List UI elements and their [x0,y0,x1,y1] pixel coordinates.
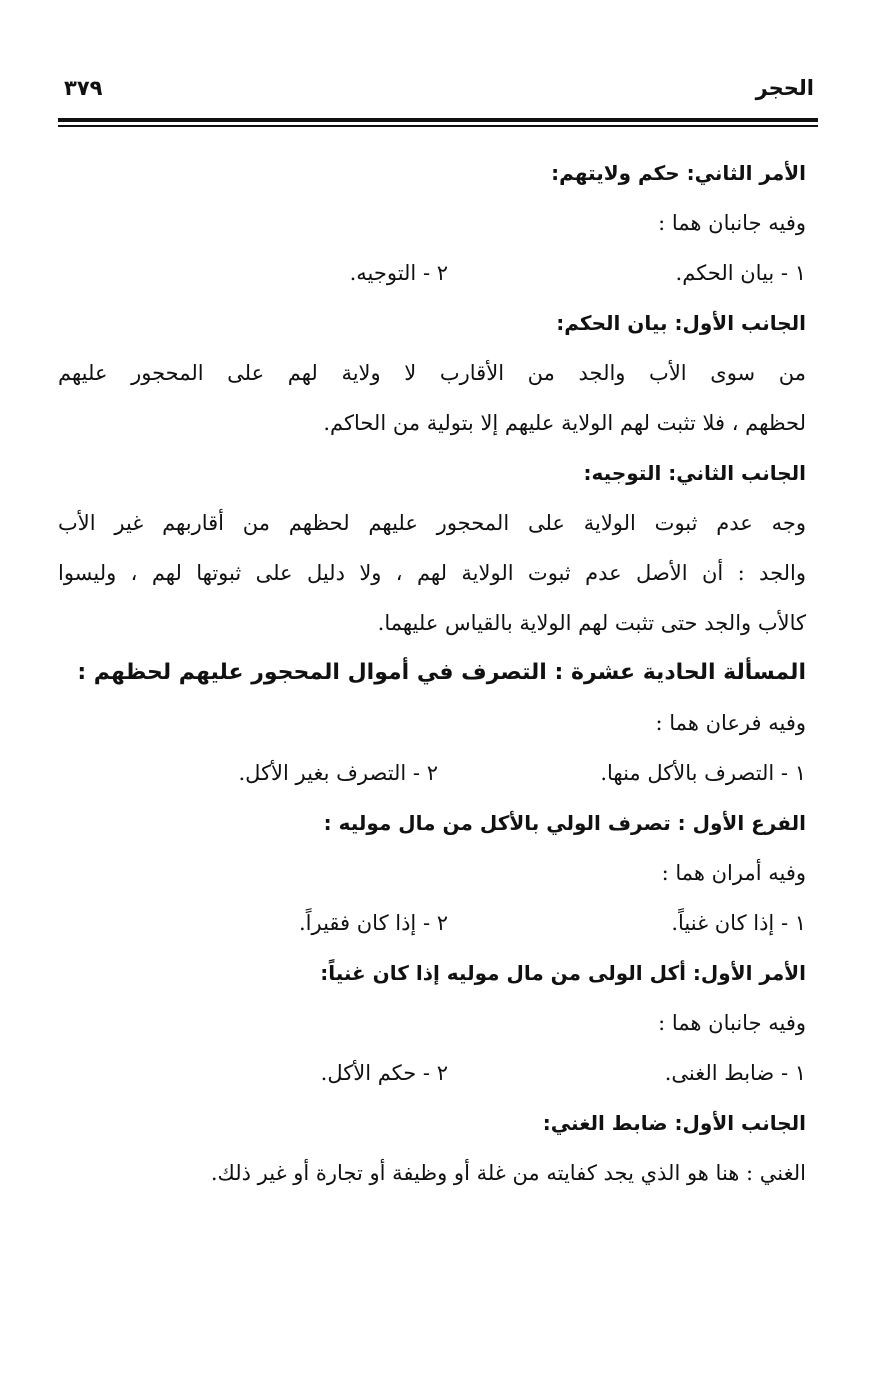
intro-line: وفيه جانبان هما : [658,211,806,235]
enum-item: ١ - بيان الحكم. [675,261,806,285]
header-rule-thin [58,125,818,127]
enum-item: ١ - إذا كان غنياً. [671,911,806,935]
heading-janib-awwal: الجانب الأول: بيان الحكم: [556,311,806,335]
chapter-title: الحجر [755,76,814,100]
enum-item: ١ - ضابط الغنى. [664,1061,806,1085]
paragraph-line: من سوى الأب والجد من الأقارب لا ولاية لهم على المحجور عليهم [58,361,806,385]
heading-amr-thani: الأمر الثاني: حكم ولايتهم: [551,161,806,185]
header-rule-thick [58,118,818,122]
book-page [58,0,818,1387]
heading-far-awwal: الفرع الأول : تصرف الولي بالأكل من مال موليه : [323,811,806,835]
heading-amr-awwal: الأمر الأول: أكل الولى من مال موليه إذا كان غنياً: [320,961,806,985]
paragraph-line: والجد : أن الأصل عدم ثبوت الولاية لهم ، ولا دليل على ثبوتها لهم ، وليسوا [58,561,806,585]
enum-item: ١ - التصرف بالأكل منها. [600,761,806,785]
enum-item: ٢ - حكم الأكل. [320,1061,448,1085]
enum-item: ٢ - التوجيه. [349,261,448,285]
intro-line: وفيه فرعان هما : [655,711,806,735]
enum-list [58,898,818,948]
paragraph-line: كالأب والجد حتى تثبت لهم الولاية بالقياس عليهما. [377,611,806,635]
paragraph-line: الغني : هنا هو الذي يجد كفايته من غلة أو وظيفة أو تجارة أو غير ذلك. [210,1161,806,1185]
page-body [58,148,818,1198]
intro-line: وفيه أمران هما : [661,861,806,885]
paragraph-line: لحظهم ، فلا تثبت لهم الولاية عليهم إلا بتولية من الحاكم. [323,411,806,435]
enum-item: ٢ - التصرف بغير الأكل. [238,761,438,785]
heading-janib-dabit: الجانب الأول: ضابط الغني: [542,1111,806,1135]
enum-list [58,1048,818,1098]
enum-list [58,248,818,298]
paragraph-line: وجه عدم ثبوت الولاية على المحجور عليهم لحظهم من أقاربهم غير الأب [58,511,806,535]
page-number: ٣٧٩ [64,76,103,100]
running-header [58,74,818,114]
enum-list [58,748,818,798]
intro-line: وفيه جانبان هما : [658,1011,806,1035]
heading-janib-thani: الجانب الثاني: التوجيه: [583,461,806,485]
heading-masala: المسألة الحادية عشرة : التصرف في أموال المحجور عليهم لحظهم : [77,660,806,685]
enum-item: ٢ - إذا كان فقيراً. [298,911,448,935]
